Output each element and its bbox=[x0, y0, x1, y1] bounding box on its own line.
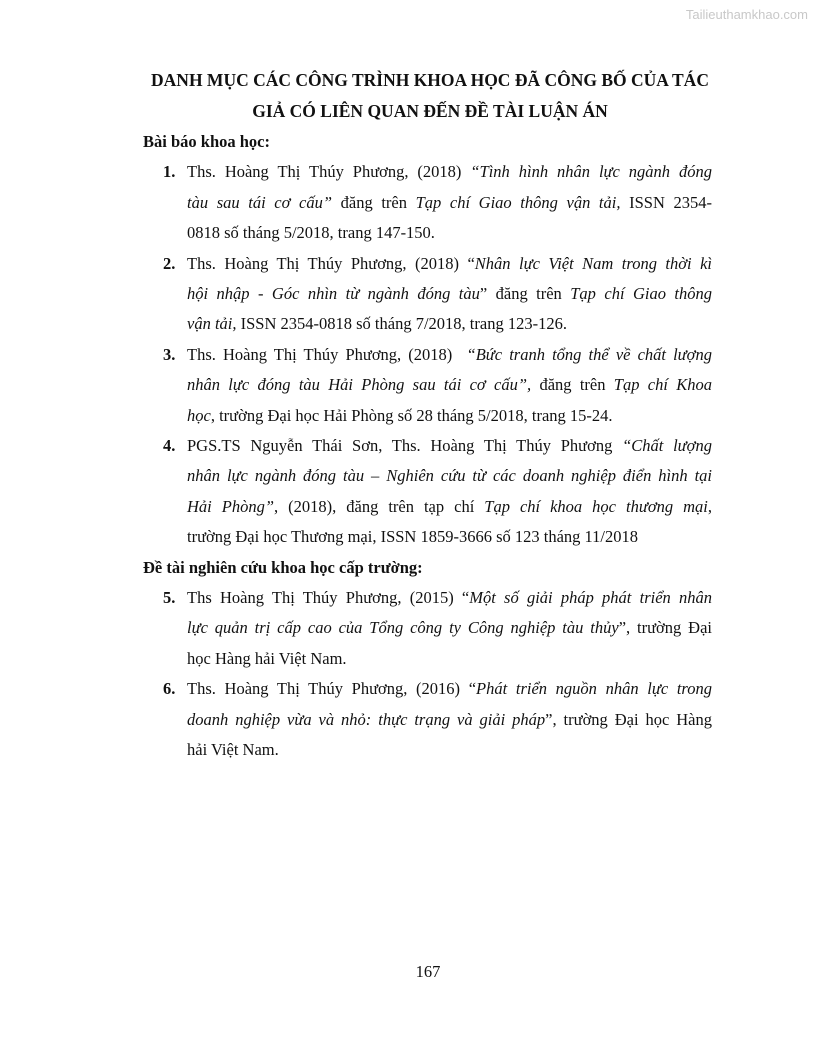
publication-text-line bbox=[187, 345, 712, 365]
item-number: 3. bbox=[163, 344, 176, 364]
text: trường Đại học Thương mại, ISSN 1859-3666 số 123 tháng 11/2018 bbox=[187, 527, 639, 547]
publication-text-line bbox=[187, 162, 712, 182]
document-title-line-1: DANH MỤC CÁC CÔNG TRÌNH KHOA HỌC ĐÃ CÔNG BỐ CỦA TÁC bbox=[151, 70, 709, 90]
section-heading: Bài báo khoa học: bbox=[143, 132, 270, 151]
italic-text: vận tải, bbox=[187, 314, 237, 334]
text: , trường Đại học Hải Phòng số 28 tháng 5/2018, trang 15-24. bbox=[210, 405, 613, 425]
text: , bbox=[707, 496, 713, 516]
publication-text-line bbox=[187, 527, 712, 547]
publication-text-line bbox=[187, 223, 712, 243]
publication-text-line bbox=[187, 254, 712, 274]
italic-text: “Chất lượng bbox=[622, 436, 712, 455]
text: ”, trường Đại bbox=[618, 618, 712, 638]
text: Ths Hoàng Thị Thúy Phương, (2015) “ bbox=[187, 588, 470, 607]
section-heading: Đề tài nghiên cứu khoa học cấp trường: bbox=[143, 557, 423, 577]
italic-text: nhân lực ngành đóng tàu – Nghiên cứu từ các doanh nghiệp điển hình tại bbox=[187, 466, 712, 486]
publication-text-line bbox=[187, 375, 712, 395]
publication-text-line bbox=[187, 284, 712, 304]
publication-text-line bbox=[187, 649, 712, 669]
italic-text: Phát triển nguồn nhân lực trong bbox=[476, 679, 712, 699]
publication-text-line bbox=[187, 618, 712, 638]
text: ” đăng trên bbox=[479, 284, 571, 303]
text: đăng trên bbox=[332, 192, 416, 212]
text: Ths. Hoàng Thị Thúy Phương, (2018) bbox=[187, 344, 467, 364]
italic-text: Tạp chí Khoa bbox=[613, 375, 712, 395]
italic-text: lực quản trị cấp cao của Tổng công ty Công nghiệp tàu thủy bbox=[187, 618, 619, 638]
italic-text: Tạp chí Giao thông bbox=[570, 284, 712, 303]
italic-text: tàu sau tái cơ cấu” bbox=[187, 192, 333, 212]
italic-text: Tạp chí Giao thông vận tải, bbox=[415, 192, 621, 212]
page-number: 167 bbox=[415, 962, 441, 981]
italic-text: Tạp chí khoa học thương mại bbox=[484, 496, 708, 516]
publication-text-line bbox=[187, 740, 712, 760]
text: ISSN 2354- bbox=[620, 192, 712, 212]
text: ISSN 2354-0818 số tháng 7/2018, trang 123-126. bbox=[236, 314, 567, 334]
italic-text: doanh nghiệp vừa và nhỏ: thực trạng và giải pháp bbox=[187, 709, 546, 729]
item-number: 1. bbox=[163, 162, 176, 182]
watermark: Tailieuthamkhao.com bbox=[685, 7, 808, 22]
publication-text-line bbox=[187, 436, 712, 456]
text: PGS.TS Nguyễn Thái Sơn, Ths. Hoàng Thị Thúy Phương bbox=[187, 436, 623, 455]
text: Ths. Hoàng Thị Thúy Phương, (2018) bbox=[187, 162, 471, 182]
item-number: 4. bbox=[163, 436, 176, 455]
italic-text: học bbox=[187, 405, 211, 425]
italic-text: Hải Phòng” bbox=[187, 496, 275, 516]
italic-text: “Tình hình nhân lực ngành đóng bbox=[470, 162, 712, 182]
publication-text-line bbox=[187, 679, 712, 699]
item-number: 6. bbox=[163, 679, 176, 699]
text: đăng trên bbox=[531, 375, 614, 395]
publication-text-line bbox=[187, 406, 712, 426]
text: ”, trường Đại học Hàng bbox=[545, 709, 712, 729]
text: học Hàng hải Việt Nam. bbox=[187, 648, 347, 668]
text: Ths. Hoàng Thị Thúy Phương, (2016) “ bbox=[187, 679, 477, 699]
publication-text-line bbox=[187, 497, 712, 517]
italic-text: Một số giải pháp phát triển nhân bbox=[469, 588, 712, 607]
text: , (2018), đăng trên tạp chí bbox=[274, 496, 485, 516]
publication-text-line bbox=[187, 466, 712, 486]
item-number: 2. bbox=[163, 253, 176, 273]
publication-text-line bbox=[187, 588, 712, 608]
publication-text-line bbox=[187, 193, 712, 213]
publication-text-line bbox=[187, 710, 712, 730]
italic-text: “Bức tranh tổng thể về chất lượng bbox=[466, 344, 712, 364]
italic-text: nhân lực đóng tàu Hải Phòng sau tái cơ cấu”, bbox=[187, 375, 532, 395]
text: hải Việt Nam. bbox=[187, 740, 279, 759]
italic-text: hội nhập - Góc nhìn từ ngành đóng tàu bbox=[187, 284, 480, 303]
text: Ths. Hoàng Thị Thúy Phương, (2018) “ bbox=[187, 253, 475, 273]
text: 0818 số tháng 5/2018, trang 147-150. bbox=[187, 223, 435, 243]
publication-text-line bbox=[187, 314, 712, 334]
italic-text: Nhân lực Việt Nam trong thời kì bbox=[474, 253, 712, 273]
document-title-line-2: GIẢ CÓ LIÊN QUAN ĐẾN ĐỀ TÀI LUẬN ÁN bbox=[252, 101, 608, 121]
item-number: 5. bbox=[163, 588, 176, 607]
